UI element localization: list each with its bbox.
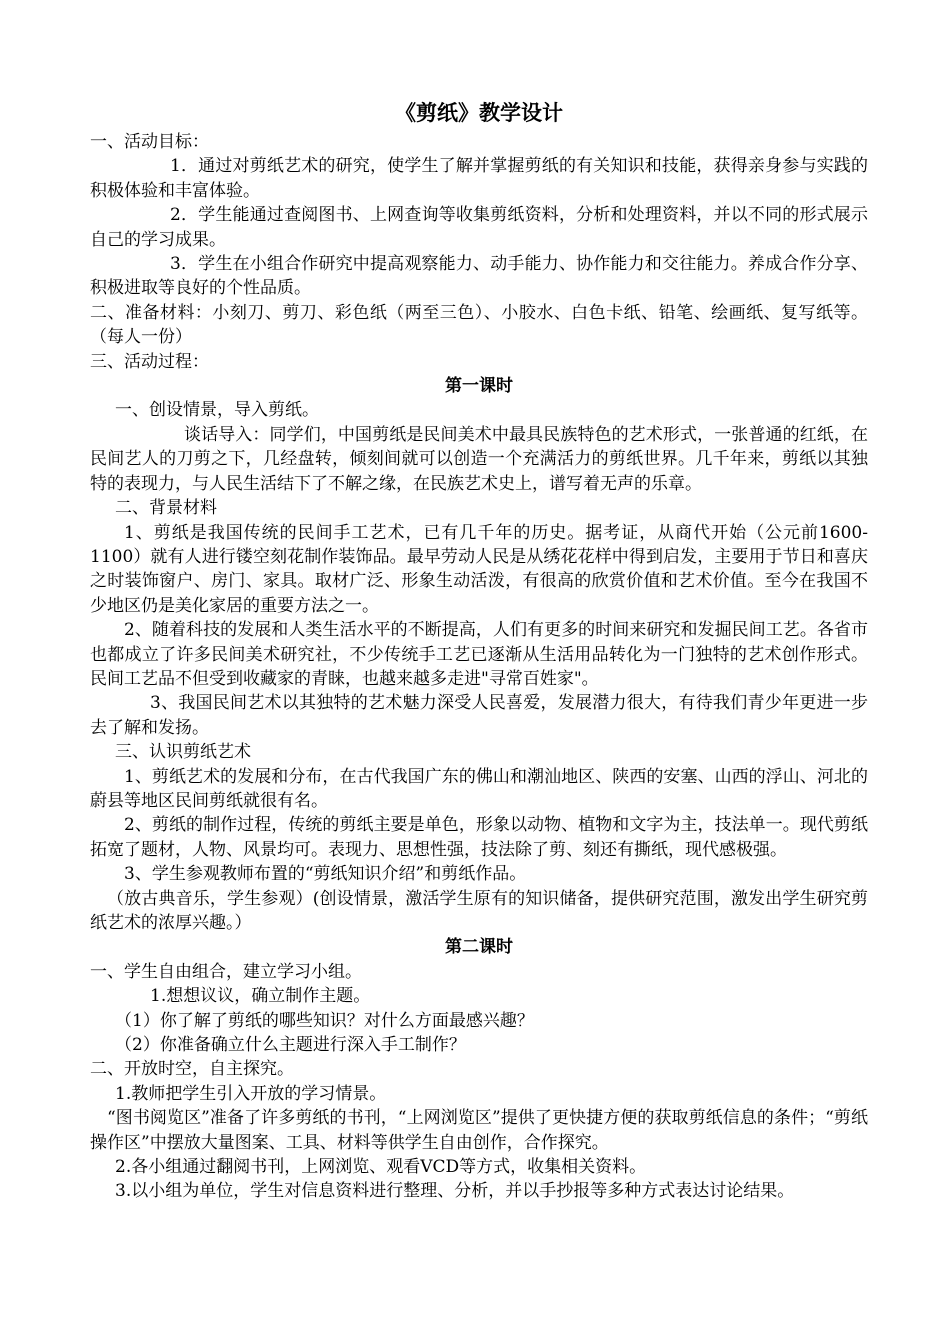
- goal-item-1: 1．通过对剪纸艺术的研究，使学生了解并掌握剪纸的有关知识和技能，获得亲身参与实践的积极体验和丰富体验。: [90, 156, 868, 201]
- document-page: [90, 96, 868, 1204]
- document-title: 《剪纸》教学设计: [395, 101, 563, 125]
- lesson1-section3-item-2: 2、剪纸的制作过程，传统的剪纸主要是单色，形象以动物、植物和文字为主，技法单一。现代剪纸拓宽了题材，人物、风景均可。表现力、思想性强，技法除了剪、刻还有撕纸，现代感极强。: [90, 815, 868, 860]
- lesson1-section2-heading: 二、背景材料: [115, 498, 217, 519]
- lesson1-section2-item-2: 2、随着科技的发展和人类生活水平的不断提高，人们有更多的时间来研究和发掘民间工艺。各省市也都成立了许多民间美术研究社，不少传统手工艺已逐渐从生活用品转化为一门独特的艺术创作形式。民间工艺品不但受到收藏家的青睐，也越来越多走进"寻常百姓家"。: [90, 620, 868, 689]
- lesson2-part1-heading: 一、学生自由组合，建立学习小组。: [90, 961, 362, 982]
- goal-item-3: 3．学生在小组合作研究中提高观察能力、动手能力、协作能力和交往能力。养成合作分享、积极进取等良好的个性品质。: [90, 254, 868, 299]
- materials-paragraph: 二、准备材料：小刻刀、剪刀、彩色纸（两至三色）、小胶水、白色卡纸、铅笔、绘画纸、复写纸等。（每人一份）: [90, 302, 868, 348]
- lesson1-section2-item-1: 1、剪纸是我国传统的民间手工艺术，已有几千年的历史。据考证，从商代开始（公元前1600-1100）就有人进行镂空刻花制作装饰品。最早劳动人民是从绣花花样中得到启发，主要用于节日和喜庆之时装饰窗户、房门、家具。取材广泛、形象生动活泼，有很高的欣赏价值和艺术价值。至今在我国不少地区仍是美化家居的重要方法之一。: [90, 522, 868, 616]
- lesson1-title: 第一课时: [445, 376, 513, 397]
- lesson1-section3-item-1: 1、剪纸艺术的发展和分布，在古代我国广东的佛山和潮汕地区、陕西的安塞、山西的浮山、河北的蔚县等地区民间剪纸就很有名。: [90, 766, 868, 811]
- process-heading: 三、活动过程：: [90, 351, 209, 372]
- lesson1-section1-heading: 一、创设情景，导入剪纸。: [115, 400, 319, 421]
- goals-heading: 一、活动目标：: [90, 132, 209, 152]
- lesson2-part2-item-3: 3.以小组为单位，学生对信息资料进行整理、分析，并以手抄报等多种方式表达讨论结果。: [115, 1181, 795, 1202]
- lesson2-part2-item-2: 2.各小组通过翻阅书刊，上网浏览、观看VCD等方式，收集相关资料。: [115, 1157, 647, 1178]
- lesson2-part2-item-1: 1.教师把学生引入开放的学习情景。: [115, 1083, 387, 1104]
- lesson1-section3-item-3: 3、学生参观教师布置的“剪纸知识介绍”和剪纸作品。: [124, 864, 527, 885]
- lesson1-section2-item-3: 3、我国民间艺术以其独特的艺术魅力深受人民喜爱，发展潜力很大，有待我们青少年更进一步去了解和发扬。: [90, 693, 868, 738]
- lesson2-part1-question-2: （2）你准备确立什么主题进行深入手工制作？: [115, 1035, 466, 1056]
- lesson1-section3-heading: 三、认识剪纸艺术: [115, 742, 251, 763]
- goal-item-2: 2．学生能通过查阅图书、上网查询等收集剪纸资料，分析和处理资料，并以不同的形式展示自己的学习成果。: [90, 205, 868, 250]
- lesson2-title: 第二课时: [445, 937, 513, 958]
- lesson1-section1-text: 谈话导入：同学们，中国剪纸是民间美术中最具民族特色的艺术形式，一张普通的红纸，在民间艺人的刀剪之下，几经盘转，倾刻间就可以创造一个充满活力的剪纸世界。几千年来，剪纸以其独特的表现力，与人民生活结下了不解之缘，在民族艺术史上，谱写着无声的乐章。: [90, 424, 868, 494]
- lesson2-part2-text: “图书阅览区”准备了许多剪纸的书刊，“上网浏览区”提供了更快捷方便的获取剪纸信息的条件；“剪纸操作区”中摆放大量图案、工具、材料等供学生自由创作，合作探究。: [90, 1108, 868, 1153]
- lesson2-part1-sub: 1.想想议议，确立制作主题。: [150, 986, 371, 1007]
- lesson1-section3-note: （放古典音乐，学生参观）(创设情景，激活学生原有的知识储备，提供研究范围，激发出学生研究剪纸艺术的浓厚兴趣。）: [90, 888, 868, 933]
- lesson2-part2-heading: 二、开放时空，自主探究。: [90, 1059, 294, 1080]
- lesson2-part1-question-1: （1）你了解了剪纸的哪些知识？对什么方面最感兴趣？: [115, 1010, 534, 1031]
